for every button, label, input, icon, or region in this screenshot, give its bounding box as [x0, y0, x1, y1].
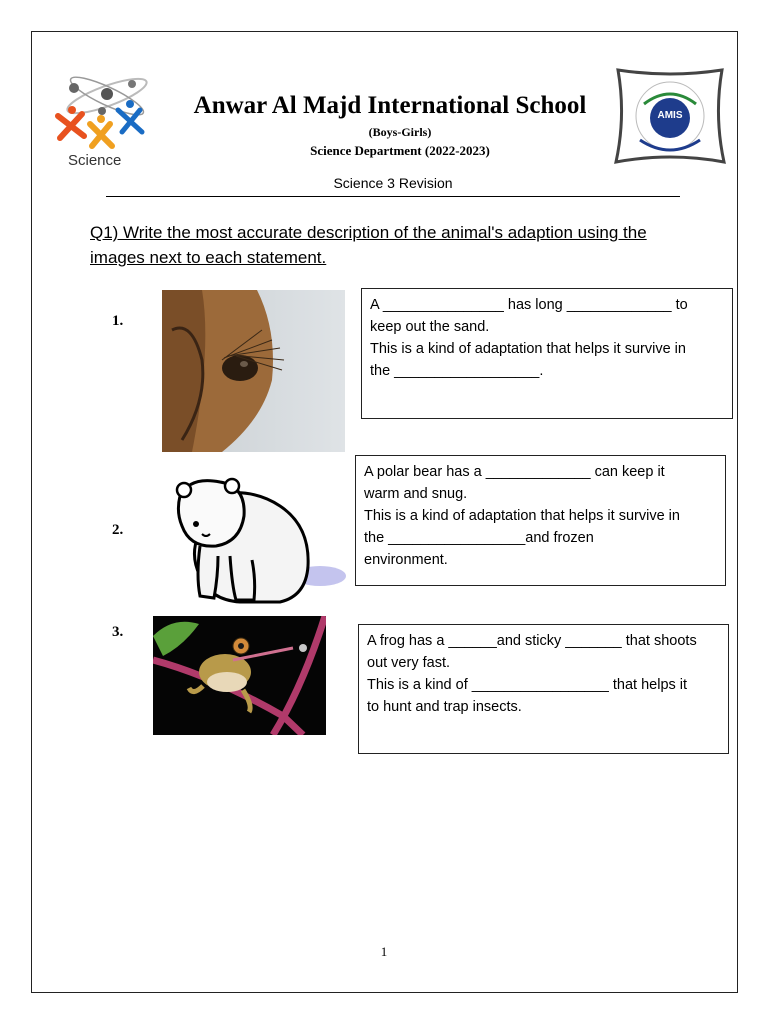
statement-line: the _________________and frozen: [364, 530, 594, 546]
item-number: 1.: [112, 313, 124, 329]
statement-box: [358, 624, 729, 754]
subtitle: (Boys-Girls): [368, 125, 432, 139]
statement-line: the __________________.: [370, 363, 544, 379]
polar-bear-image: [170, 476, 348, 608]
statement-line: A polar bear has a _____________ can keep it: [364, 464, 665, 480]
revision-title: Science 3 Revision: [333, 175, 453, 191]
frog-image: [153, 616, 326, 735]
statement-line: to hunt and trap insects.: [367, 699, 522, 715]
page-number: 1: [380, 944, 388, 959]
statement-box: [361, 288, 733, 419]
statement-line: environment.: [364, 552, 448, 568]
department: Science Department (2022-2023): [310, 143, 490, 158]
question-title: Q1) Write the most accurate description of the animal's adaption using the images next to each statement.: [90, 223, 647, 267]
header-divider: [106, 196, 680, 197]
item-number: 3.: [112, 624, 124, 640]
statement-line: A frog has a ______and sticky _______ that shoots: [367, 633, 697, 649]
statement-line: out very fast.: [367, 655, 451, 671]
school-name: Anwar Al Majd International School: [193, 92, 587, 119]
camel-eye-image: [162, 290, 345, 452]
statement-line: This is a kind of adaptation that helps it survive in: [364, 508, 680, 524]
statement-line: This is a kind of adaptation that helps it survive in: [370, 341, 686, 357]
statement-line: warm and snug.: [364, 486, 468, 502]
crest-label: AMIS: [657, 110, 683, 121]
science-logo: [52, 66, 152, 172]
statement-line: keep out the sand.: [370, 319, 490, 335]
statement-line: A _______________ has long _____________ to: [370, 297, 688, 313]
logo-label: Science: [68, 152, 122, 169]
statement-line: This is a kind of _________________ that helps it: [367, 677, 688, 693]
statement-box: [355, 455, 726, 586]
item-number: 2.: [112, 522, 124, 538]
